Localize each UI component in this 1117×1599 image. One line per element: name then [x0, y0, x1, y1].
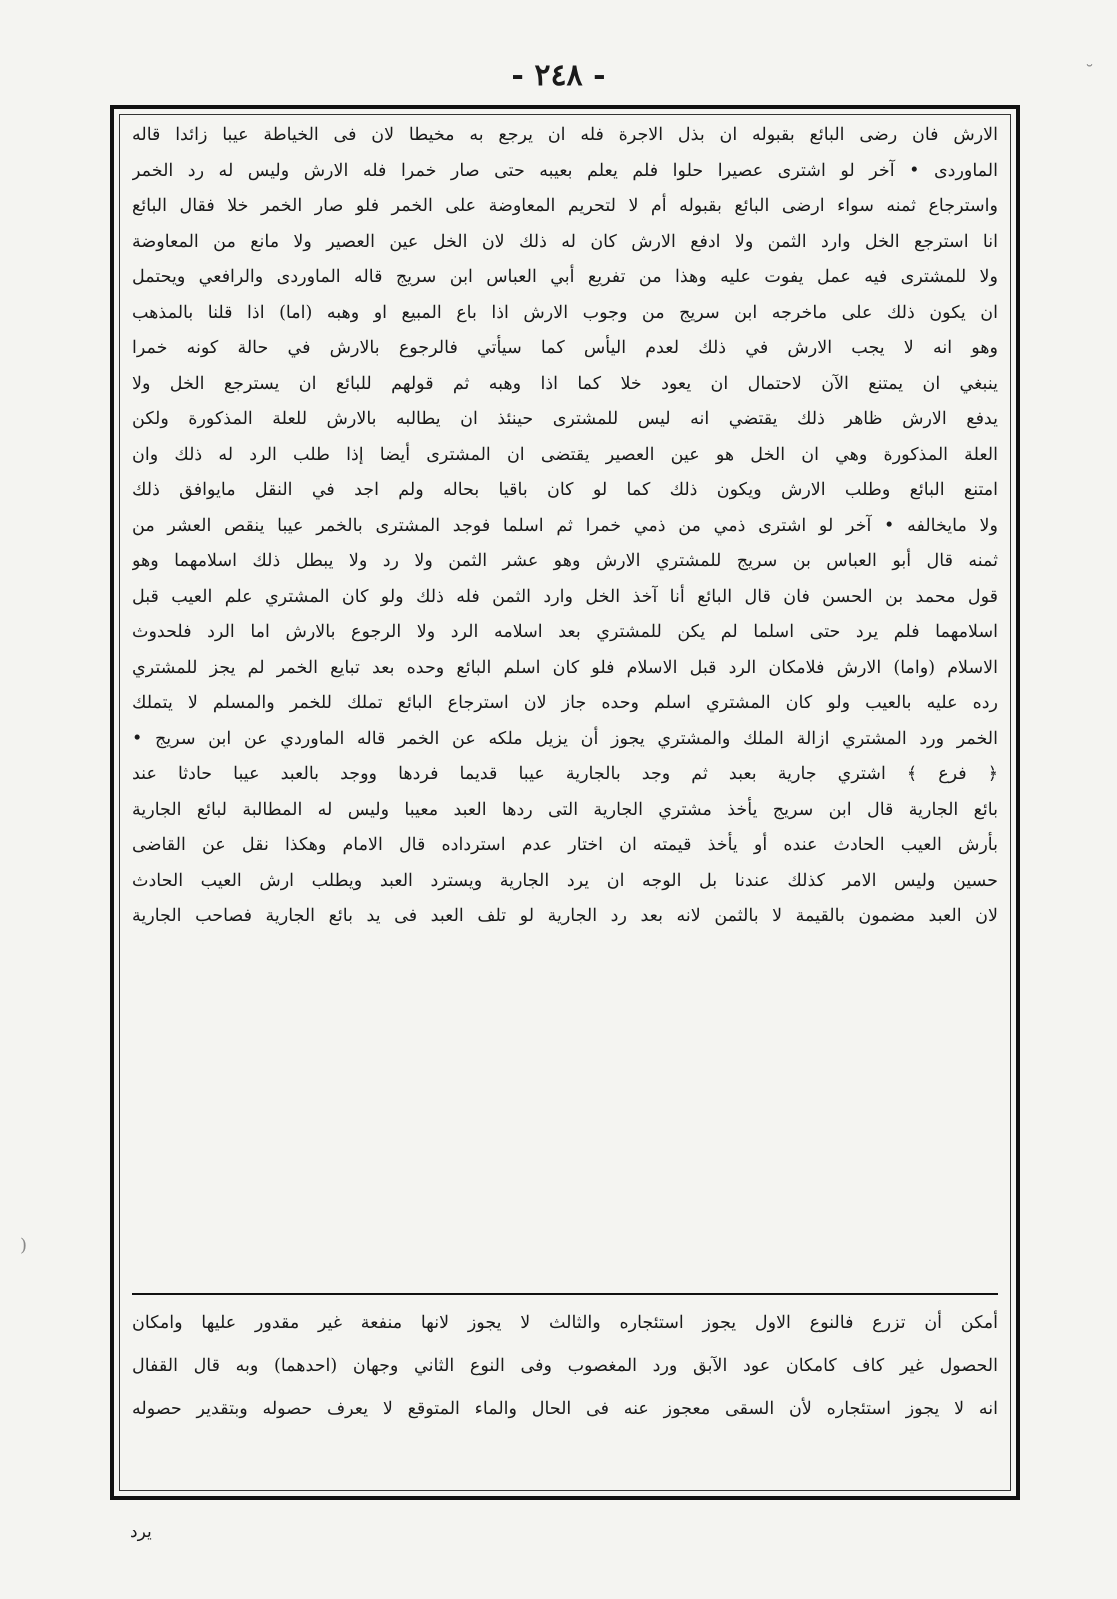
catchword: يرد: [130, 1522, 152, 1542]
margin-mark: (: [20, 1235, 28, 1256]
text-line: وهو انه لا يجب الارش في ذلك لعدم اليأس كما سيأتي فالرجوع بالارش في حالة كونه خمرا: [132, 338, 998, 358]
text-line: ولا مايخالفه • آخر لو اشترى ذمي من ذمي خمرا ثم اسلما فوجد المشترى بالخمر عيبا ينقص العشر من: [132, 515, 998, 536]
text-line: رده عليه بالعيب ولو كان المشتري اسلم وحده جاز لان استرجاع البائع تملك للخمر والمسلم لا يتملك: [132, 693, 998, 713]
text-line: بأرش العيب الحادث عنده أو يأخذ قيمته ان اختار عدم استرداده قال الامام وهكذا نقل عن القاضى: [132, 835, 998, 855]
footnote-line: أمكن أن تزرع فالنوع الاول يجوز استئجاره والثالث لا يجوز لانها منفعة غير مقدور عليها وامكان: [132, 1313, 998, 1333]
text-line: الماوردى • آخر لو اشترى عصيرا حلوا فلم يعلم بعيبه حتى صار خمرا فله الارش وليس له رد الخمر: [132, 160, 998, 181]
footnote-line: الحصول غير كاف كامكان عود الآبق ورد المغصوب وفى النوع الثاني وجهان (احدهما) وبه قال القفال: [132, 1356, 998, 1376]
text-line: قول محمد بن الحسن فان قال البائع أنا آخذ الخل وارد الثمن فله ذلك ولو كان المشتري علم العيب قبل: [132, 586, 998, 607]
text-line: ثمنه قال أبو العباس بن سريج للمشتري الارش وهو عشر الثمن ولا رد ولا يبطل ذلك اسلامهما وهو: [132, 551, 998, 571]
text-line: اسلامهما فلم يرد حتى اسلما لم يكن للمشتري بعد اسلامه الرد ولا الرجوع بالارش اما الرد فلحدوث: [132, 622, 998, 642]
text-line: ولا للمشترى فيه عمل يفوت عليه وهذا من تفريع أبي العباس ابن سريج قاله الماوردى والرافعي ويحتمل: [132, 267, 998, 287]
text-line: امتنع البائع وطلب الارش ويكون ذلك كما لو كان باقيا بحاله ولم اجد في النقل مايوافق ذلك: [132, 480, 998, 500]
text-line: بائع الجارية قال ابن سريج يأخذ مشتري الجارية التى ردها العبد معيبا وليس له المطالبة لبائع الجارية: [132, 799, 998, 820]
text-line: لان العبد مضمون بالقيمة لا بالثمن لانه بعد رد الجارية لو تلف العبد فى يد بائع الجارية فصاحب الجارية: [132, 906, 998, 926]
text-line: الارش فان رضى البائع بقبوله ان بذل الاجرة فله ان يرجع به مخيطا لان فى الخياطة عيبا زائدا قاله: [132, 125, 998, 145]
margin-mark: ˘: [1085, 62, 1094, 83]
text-line: انا استرجع الخل وارد الثمن ولا ادفع الارش كان له ذلك لان الخل عين العصير ولا مانع من المعاوضة: [132, 231, 998, 252]
text-line: العلة المذكورة وهي ان الخل هو عين العصير يقتضى ان المشترى أيضا إذا طلب الرد له ذلك وان: [132, 444, 998, 465]
text-line: ﴿ فرع ﴾ اشتري جارية بعبد ثم وجد بالجارية عيبا قديما فردها ووجد بالعبد عيبا حادثا عند: [132, 764, 998, 784]
footnote-block: [132, 1302, 998, 1478]
text-line: الخمر ورد المشتري ازالة الملك والمشتري يجوز أن يزيل ملكه عن الخمر قاله الماوردي عن ابن سريج •: [132, 728, 998, 749]
text-line: واسترجاع ثمنه سواء ارضى البائع بقبوله أم لا لتحريم المعاوضة على الخمر فلو صار الخمر خلا فقال البائع: [132, 196, 998, 216]
footnote-line: انه لا يجوز استئجاره لأن السقى معجوز عنه فى الحال والماء المتوقع لا يعرف حصوله وبتقدير حصوله: [132, 1399, 998, 1419]
main-text-block: [132, 118, 998, 1290]
text-line: الاسلام (واما) الارش فلامكان الرد قبل الاسلام فلو كان اسلم البائع وحده بعد تبايع الخمر لم يجز للمشتري: [132, 657, 998, 678]
page-number: - ٢٤٨ -: [511, 58, 606, 93]
text-line: حسين وليس الامر كذلك عندنا بل الوجه ان يرد الجارية ويسترد العبد ويطلب ارش العيب الحادث: [132, 870, 998, 891]
text-line: ينبغي ان يمتنع الآن لاحتمال ان يعود خلا كما اذا وهبه ثم قولهم للبائع ان يسترجع الخل ولا: [132, 373, 998, 394]
text-line: يدفع الارش ظاهر ذلك يقتضي انه ليس للمشترى حينئذ ان يطالبه بالارش للعلة المذكورة ولكن: [132, 409, 998, 429]
text-line: ان يكون ذلك على ماخرجه ابن سريج من وجوب الارش اذا باع المبيع او وهبه (اما) اذا قلنا بالمذهب: [132, 302, 998, 323]
footnote-separator: [132, 1293, 998, 1295]
